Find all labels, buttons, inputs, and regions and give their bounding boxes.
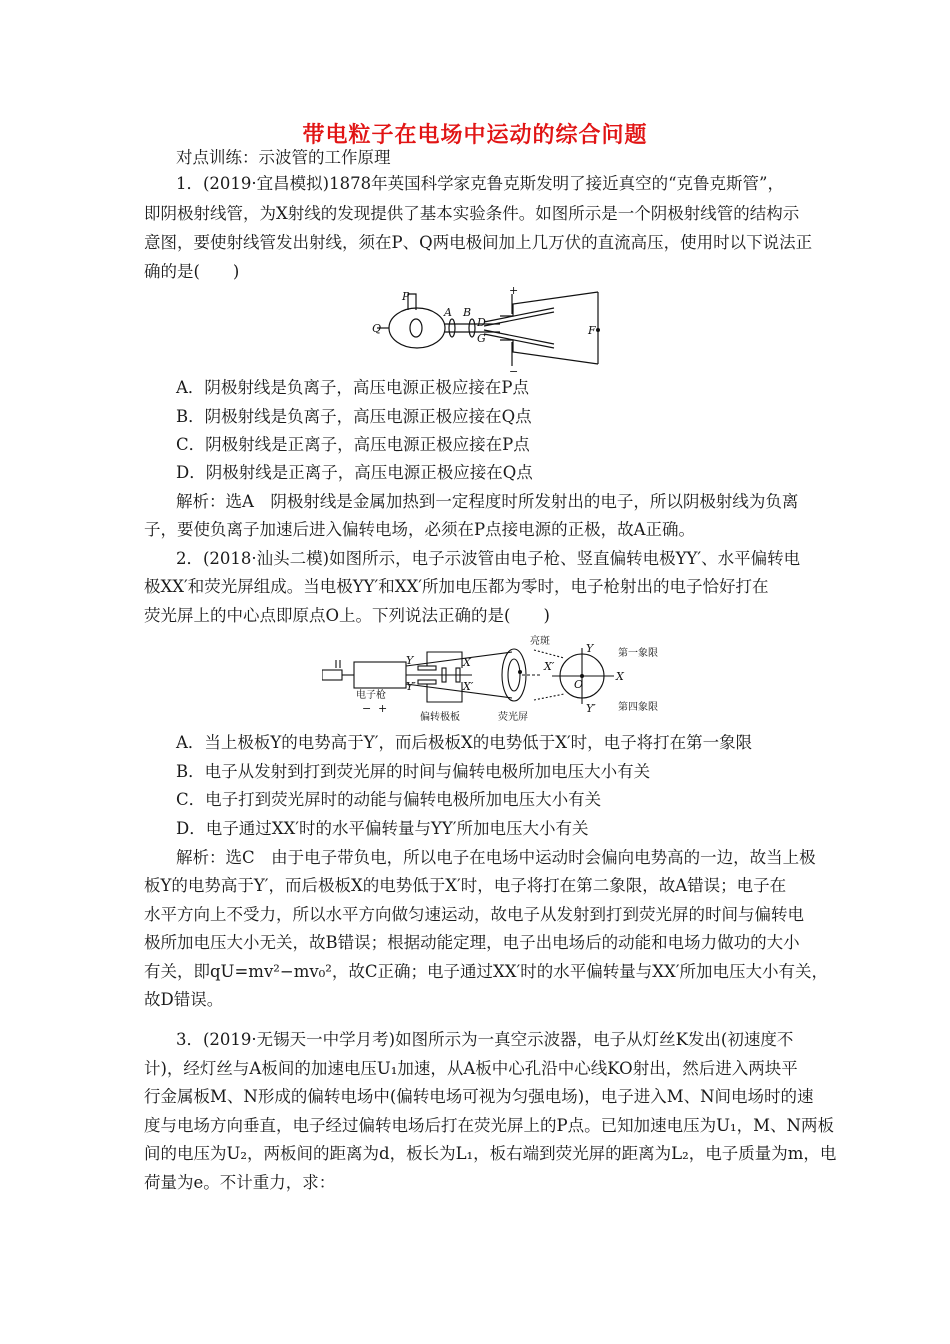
fig1-label-plus: + — [509, 286, 519, 297]
fig2-label-plus: + — [378, 702, 388, 715]
q2-analysis-6: 故D错误。 — [144, 990, 224, 1009]
fig2-label-spot: 亮斑 — [530, 636, 550, 647]
section-heading: 对点训练：示波管的工作原理 — [176, 148, 391, 167]
fig2-label-o: O — [574, 678, 584, 691]
q1-line-3: 意图，要使射线管发出射线，须在P、Q两电极间加上几万伏的直流高压，使用时以下说法正 — [144, 233, 813, 252]
q3-line-6: 荷量为e。不计重力，求： — [144, 1173, 336, 1192]
fig1-label-f: F — [588, 324, 596, 337]
fig2-label-plate-y: Y — [406, 654, 414, 667]
q2-analysis-5: 有关，即qU=mv²−mv₀²，故C正确；电子通过XX′时的水平偏转量与XX′所加电压大小有关， — [144, 962, 829, 981]
fig2-label-gun: 电子枪 — [356, 690, 386, 701]
q2-analysis-4: 极所加电压大小无关，故B错误；根据动能定理，电子出电场后的动能和电场力做功的大小 — [144, 933, 800, 952]
q1-line-1: 1．(2019·宜昌模拟)1878年英国科学家克鲁克斯发明了接近真空的“克鲁克斯管”， — [176, 174, 784, 193]
q3-line-4: 度与电场方向垂直，电子经过偏转电场后打在荧光屏上的P点。已知加速电压为U₁，M、N两板 — [144, 1116, 834, 1135]
q3-line-1: 3．(2019·无锡天一中学月考)如图所示为一真空示波器，电子从灯丝K发出(初速度不 — [176, 1030, 794, 1049]
q2-analysis-1: 解析：选C 由于电子带负电，所以电子在电场中运动时会偏向电势高的一边，故当上极 — [176, 848, 816, 867]
q1-analysis-1: 解析：选A 阴极射线是金属加热到一定程度时所发射出的电子，所以阴极射线为负离 — [176, 492, 799, 511]
fig1-label-p: P — [402, 290, 410, 303]
q2-option-d: D．电子通过XX′时的水平偏转量与YY′所加电压大小有关 — [176, 819, 589, 838]
q1-line-2: 即阴极射线管，为X射线的发现提供了基本实验条件。如图所示是一个阴极射线管的结构示 — [144, 204, 800, 223]
oscilloscope-tube-figure — [322, 632, 662, 724]
fig1-label-g: G — [477, 332, 486, 345]
q2-line-2: 极XX′和荧光屏组成。当电极YY′和XX′所加电压都为零时，电子枪射出的电子恰好打在 — [144, 577, 769, 596]
fig2-label-plates: 偏转极板 — [420, 712, 460, 723]
q2-option-b: B．电子从发射到打到荧光屏的时间与偏转电极所加电压大小有关 — [176, 762, 651, 781]
q2-option-a: A．当上极板Y的电势高于Y′，而后极板X的电势低于X′时，电子将打在第一象限 — [176, 733, 753, 752]
q3-line-2: 计)，经灯丝与A板间的加速电压U₁加速，从A板中心孔沿中心线KO射出，然后进入两块平 — [144, 1059, 798, 1078]
page-title: 带电粒子在电场中运动的综合问题 — [302, 123, 648, 148]
fig2-label-plate-yp: Y′ — [406, 680, 416, 693]
fig1-label-a: A — [444, 306, 452, 319]
cathode-ray-tube-figure — [372, 286, 604, 376]
q1-line-4: 确的是( ) — [144, 262, 240, 281]
q2-analysis-3: 水平方向上不受力，所以水平方向做匀速运动，故电子从发射到打到荧光屏的时间与偏转电 — [144, 905, 804, 924]
fig1-label-q: Q — [372, 322, 382, 335]
q2-line-1: 2．(2018·汕头二模)如图所示，电子示波管由电子枪、竖直偏转电极YY′、水平偏转电 — [176, 549, 801, 568]
fig1-label-minus: − — [509, 365, 519, 376]
q1-option-a: A．阴极射线是负离子，高压电源正极应接在P点 — [176, 378, 530, 397]
q3-line-5: 间的电压为U₂，两板间的距离为d，板长为L₁，板右端到荧光屏的距离为L₂，电子质量为m，电 — [144, 1144, 837, 1163]
q1-option-b: B．阴极射线是负离子，高压电源正极应接在Q点 — [176, 407, 532, 426]
fig2-label-minus: − — [362, 702, 372, 715]
fig2-label-plate-xp: X′ — [463, 680, 474, 693]
q2-line-3: 荧光屏上的中心点即原点O上。下列说法正确的是( ) — [144, 606, 550, 625]
q1-option-d: D．阴极射线是正离子，高压电源正极应接在Q点 — [176, 463, 533, 482]
fig2-label-x: X — [616, 670, 624, 683]
fig2-label-q4: 第四象限 — [618, 702, 658, 713]
fig1-label-d: D — [477, 316, 486, 329]
fig2-label-xp: X′ — [544, 660, 555, 673]
q2-analysis-2: 板Y的电势高于Y′，而后极板X的电势低于X′时，电子将打在第二象限，故A错误；电子在 — [144, 876, 787, 895]
q3-line-3: 行金属板M、N形成的偏转电场中(偏转电场可视为匀强电场)，电子进入M、N间电场时的速 — [144, 1087, 814, 1106]
fig2-label-q1: 第一象限 — [618, 648, 658, 659]
fig2-label-y: Y — [586, 642, 594, 655]
fig2-label-yp: Y′ — [586, 702, 596, 715]
q2-option-c: C．电子打到荧光屏时的动能与偏转电极所加电压大小有关 — [176, 790, 602, 809]
q1-option-c: C．阴极射线是正离子，高压电源正极应接在P点 — [176, 435, 530, 454]
fig2-label-plate-x: X — [463, 656, 471, 669]
fig2-label-screen: 荧光屏 — [498, 712, 528, 723]
q1-analysis-2: 子，要使负离子加速后进入偏转电场，必须在P点接电源的正极，故A正确。 — [144, 520, 696, 539]
fig1-label-b: B — [463, 306, 472, 319]
